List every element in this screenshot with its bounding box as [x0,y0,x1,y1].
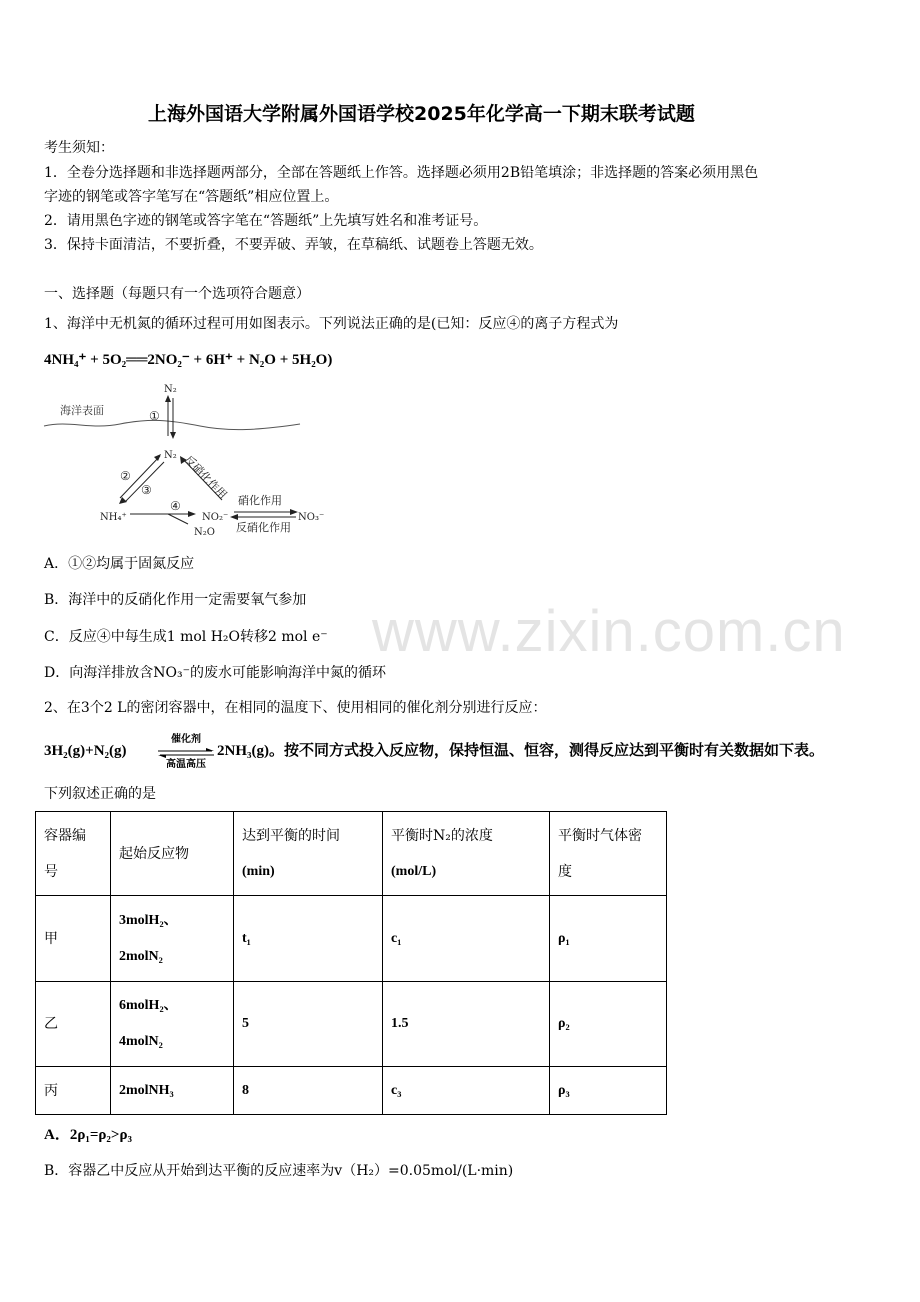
q2-option-b: B．容器乙中反应从开始到达平衡的反应速率为v（H₂）=0.05mol/(L·min) [44,1163,514,1179]
table-cell: 8 [234,1067,383,1115]
table-header-cell: 容器编 号 [36,812,111,896]
nitrification-label: 硝化作用 [238,494,282,507]
table-cell: 3molH₂、 2molN₂ [111,896,234,982]
no3-label: NO₃⁻ [298,512,325,523]
table-header-cell: 平衡时气体密 度 [550,812,667,896]
notice-item: 1．全卷分选择题和非选择题两部分，全部在答题纸上作答。选择题必须用2B铅笔填涂；非选择题的答案必须用黑色 [44,165,759,181]
q2-eq-left: 3H₂(g)+N₂(g) [44,743,127,759]
table-cell: c₃ [383,1067,550,1115]
table-header-row [36,812,667,896]
q2-eq-catalyst: 催化剂 [171,734,201,745]
n2o-label: N₂O [194,527,215,538]
table-header-cell: 起始反应物 [111,812,234,896]
no2-label: NO₂⁻ [202,512,229,523]
equilibrium-table [35,811,667,1115]
notice-item: 2．请用黑色字迹的钢笔或答字笔在“答题纸”上先填写姓名和准考证号。 [44,213,488,229]
table-cell: ρ₂ [550,982,667,1067]
q1-option-c: C．反应④中每生成1 mol H₂O转移2 mol e⁻ [44,629,328,645]
q1-equation: 4NH₄⁺ + 5O₂══2NO₂⁻ + 6H⁺ + N₂O + 5H₂O) [44,352,333,368]
table-cell: 乙 [36,982,111,1067]
table-row [36,1067,667,1115]
circle-3-label: ③ [141,483,152,497]
table-cell: 5 [234,982,383,1067]
q1-stem: 1、海洋中无机氮的循环过程可用如图表示。下列说法正确的是(已知：反应④的离子方程式为 [44,316,619,332]
table-cell: 6molH₂、 4molN₂ [111,982,234,1067]
notice-item: 字迹的钢笔或答字笔写在“答题纸”相应位置上。 [44,189,339,205]
table-cell: 丙 [36,1067,111,1115]
sea-surface-label: 海洋表面 [60,404,104,417]
n2-label: N₂ [164,450,177,461]
nitrogen-cycle-diagram [40,380,340,540]
table-cell: t₁ [234,896,383,982]
q1-option-d: D．向海洋排放含NO₃⁻的废水可能影响海洋中氮的循环 [44,665,386,681]
q2-eq-conditions: 高温高压 [166,759,206,770]
denitrification-diag-label: 反硝化作用 [181,453,230,502]
table-row [36,896,667,982]
q1-option-b: B．海洋中的反硝化作用一定需要氧气参加 [44,592,307,608]
q2-stem2: 下列叙述正确的是 [44,786,156,802]
circle-1-label: ① [149,409,160,423]
q1-option-a: A．①②均属于固氮反应 [44,556,195,572]
page-title: 上海外国语大学附属外国语学校2025年化学高一下期末联考试题 [148,103,695,125]
q2-eq-right: 2NH₃(g)。按不同方式投入反应物，保持恒温、恒容，测得反应达到平衡时有关数据如下表。 [217,743,824,759]
table-cell: 2molNH₃ [111,1067,234,1115]
circle-4-label: ④ [170,499,181,513]
watermark: www.zixin.com.cn [372,599,846,664]
q2-stem: 2、在3个2 L的密闭容器中，在相同的温度下、使用相同的催化剂分别进行反应： [44,700,547,716]
table-cell: 甲 [36,896,111,982]
circle-2-label: ② [120,469,131,483]
section-heading: 一、选择题（每题只有一个选项符合题意） [44,286,310,302]
table-cell: c₁ [383,896,550,982]
table-cell: 1.5 [383,982,550,1067]
q2-option-a: A．2ρ₁=ρ₂>ρ₃ [44,1127,133,1143]
nh4-label: NH₄⁺ [100,512,127,523]
table-header-cell: 达到平衡的时间 (min) [234,812,383,896]
denitrification-label: 反硝化作用 [236,521,291,534]
table-cell: ρ₃ [550,1067,667,1115]
table-header-cell: 平衡时N₂的浓度 (mol/L) [383,812,550,896]
n2-top-label: N₂ [164,384,177,395]
table-cell: ρ₁ [550,896,667,982]
notice-heading: 考生须知： [44,140,114,156]
notice-item: 3．保持卡面清洁，不要折叠，不要弄破、弄皱，在草稿纸、试题卷上答题无效。 [44,237,543,253]
table-row [36,982,667,1067]
